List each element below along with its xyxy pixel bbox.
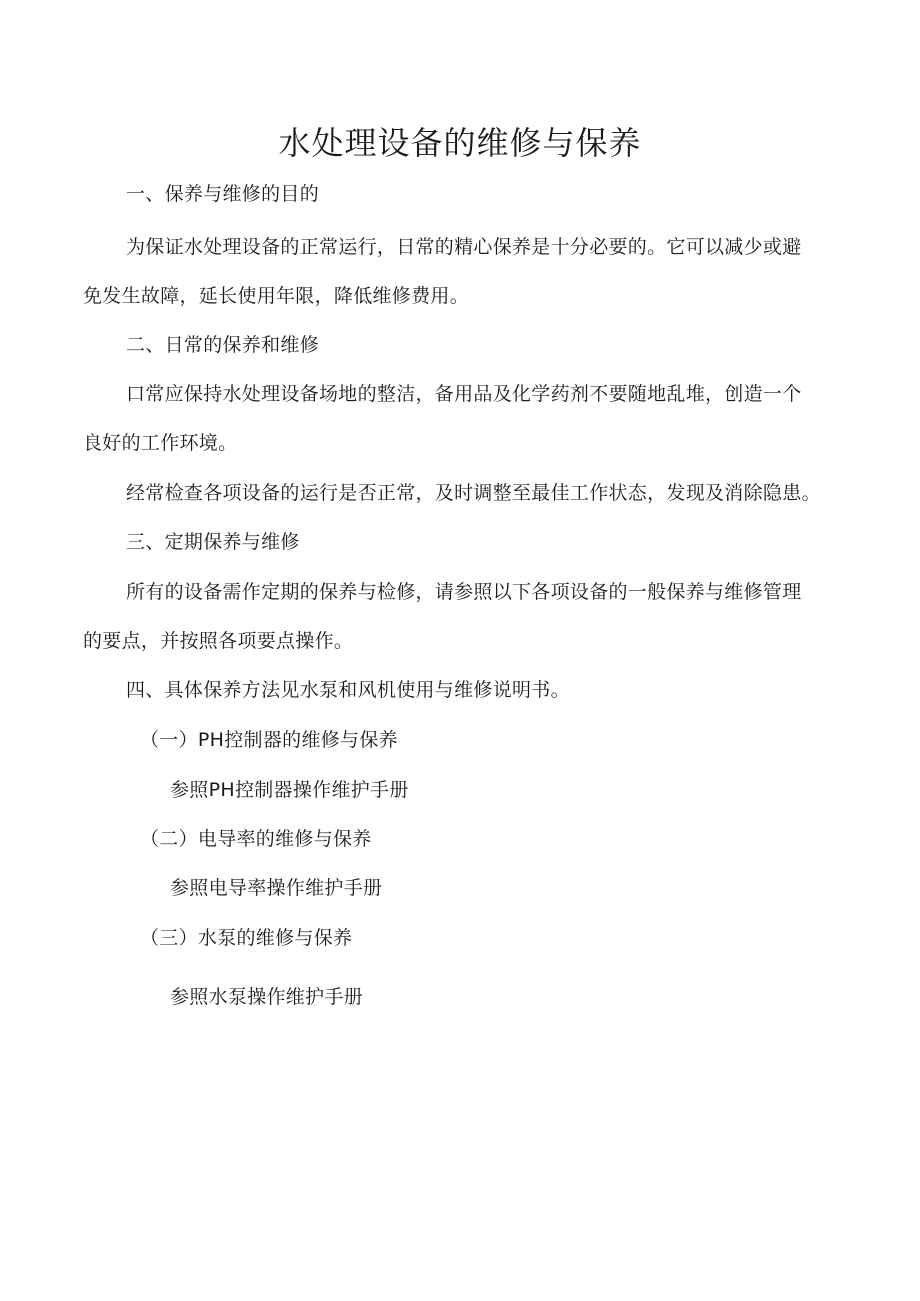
section-heading-3: 三、定期保养与维修: [126, 531, 300, 553]
section-heading-2: 二、日常的保养和维修: [126, 334, 320, 356]
subsection-heading-2: （二）电导率的维修与保养: [140, 828, 372, 850]
paragraph-line: 为保证水处理设备的正常运行，日常的精心保养是十分必要的。它可以减少或避: [126, 236, 802, 258]
section-heading-1: 一、保养与维修的目的: [126, 183, 320, 205]
subsection-text-3: 参照水泵操作维护手册: [170, 986, 364, 1008]
paragraph-line: 良好的工作环境。: [83, 432, 238, 454]
section-heading-4: 四、具体保养方法见水泵和风机使用与维修说明书。: [126, 679, 570, 701]
subsection-heading-1: （一）PH控制器的维修与保养: [140, 729, 398, 751]
paragraph-line: 经常检查各项设备的运行是否正常，及时调整至最佳工作状态，发现及消除隐患。: [126, 482, 821, 504]
subsection-text-2: 参照电导率操作维护手册: [170, 877, 383, 899]
subsection-text-1: 参照PH控制器操作维护手册: [170, 779, 409, 801]
subsection-heading-3: （三）水泵的维修与保养: [140, 927, 353, 949]
document-title: 水处理设备的维修与保养: [278, 124, 642, 162]
paragraph-line: 口常应保持水处理设备场地的整洁，备用品及化学药剂不要随地乱堆，创造一个: [126, 383, 802, 405]
paragraph-line: 免发生故障，延长使用年限，降低维修费用。: [83, 285, 470, 307]
paragraph-line: 的要点，并按照各项要点操作。: [83, 630, 354, 652]
paragraph-line: 所有的设备需作定期的保养与检修，请参照以下各项设备的一般保养与维修管理: [126, 581, 802, 603]
